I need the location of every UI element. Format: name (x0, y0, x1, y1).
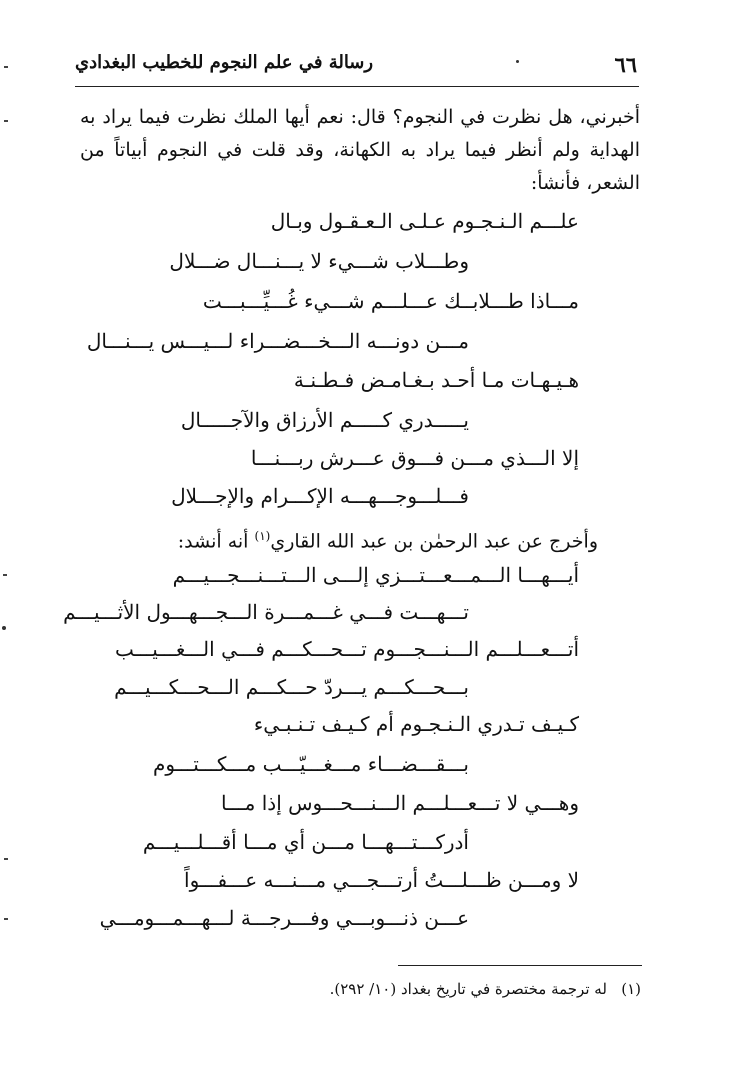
poem2-verse-1b: تـــهـــت فـــي غـــمـــرة الـــجـــهـــول الأثـــيـــم (63, 600, 469, 624)
footnote-marker: (١) (621, 980, 641, 998)
poem2-verse-1a: أيـــهـــا الـــمـــعـــتـــزي إلـــى الـــتـــنـــجـــيـــم (172, 563, 579, 587)
poem2-verse-5a: لا ومـــن ظـــلـــتُ أرتـــجـــي مـــنـــه عـــفـــواً (184, 868, 579, 892)
page-number: ٦٦ (614, 52, 637, 77)
scan-mark (4, 918, 8, 920)
scan-dot (516, 60, 519, 63)
scan-mark (4, 120, 8, 122)
running-title: رسالة في علم النجوم للخطيب البغدادي (75, 52, 374, 73)
scan-mark (4, 858, 8, 860)
poem1-verse-4a: إلا الـــذي مـــن فـــوق عـــرش ربـــنـــا (250, 446, 579, 470)
paragraph-2-text: وأخرج عن عبد الرحمٰن بن عبد الله القاري (270, 530, 598, 553)
page-header (75, 52, 637, 80)
paragraph-2-tail: أنه أنشد: (177, 530, 255, 553)
poem2-verse-5b: عـــن ذنـــوبـــي وفـــرجـــة لـــهـــمـــومـــي (99, 906, 469, 930)
footnote-rule (398, 965, 642, 966)
poem1-verse-4b: فـــلـــوجـــهـــه الإكـــرام والإجـــلال (171, 484, 469, 508)
poem1-verse-2a: مـــاذا طـــلابــك عـــلـــم شـــيء غُـــيِّـــبـــت (202, 289, 579, 313)
header-rule (75, 86, 639, 87)
paragraph-2 (98, 520, 598, 558)
scan-mark (4, 66, 8, 68)
poem1-verse-1b: وطـــلاب شـــيء لا يـــنـــال ضـــلال (169, 249, 469, 273)
footnote-reference: (١) (254, 529, 271, 543)
scan-dot (2, 626, 6, 630)
poem1-verse-3b: يـــــدري كـــــم الأرزاق والآجـــــال (180, 408, 469, 432)
poem2-verse-4b: أدركـــتـــهـــا مـــن أي مـــا أقـــلـــيـــم (142, 830, 469, 854)
footnote (330, 980, 641, 998)
intro-paragraph: أخبرني، هل نظرت في النجوم؟ قال: نعم أيها الملك نظرت فيما يراد به الهداية ولم أنظر فيما يراد به الكهانة، وقد قلت في النجوم أبياتاً من الشعر، فأنشأ: (80, 106, 640, 194)
poem2-verse-2b: بـــحـــكـــم يـــردّ حـــكـــم الـــحـــكـــيـــم (114, 675, 469, 699)
footnote-text: له ترجمة مختصرة في تاريخ بغداد (١٠/ ٢٩٢). (329, 980, 607, 998)
poem2-verse-2a: أتـــعـــلـــم الـــنـــجـــوم تـــحـــكـــم فـــي الـــغـــيـــب (115, 637, 579, 661)
scan-mark (3, 574, 7, 576)
poem2-verse-3b: بـــقـــضـــاء مـــغـــيّـــب مـــكـــتـــوم (153, 752, 469, 776)
poem1-verse-1a: علـــم الـنـجـوم عـلـى الـعـقـول وبـال (270, 209, 579, 233)
poem2-verse-3a: كـيـف تـدري الـنـجـوم أم كـيـف تـنـبـيء (253, 712, 579, 736)
poem2-verse-4a: وهـــي لا تـــعـــلـــم الـــنـــحـــوس إذا مـــا (220, 791, 579, 815)
poem1-verse-3a: هـيـهـات مـا أحـد بـغـامـض فـطـنـة (293, 368, 579, 392)
poem1-verse-2b: مـــن دونـــه الـــخـــضـــراء لـــيـــس يـــنـــال (86, 329, 469, 353)
